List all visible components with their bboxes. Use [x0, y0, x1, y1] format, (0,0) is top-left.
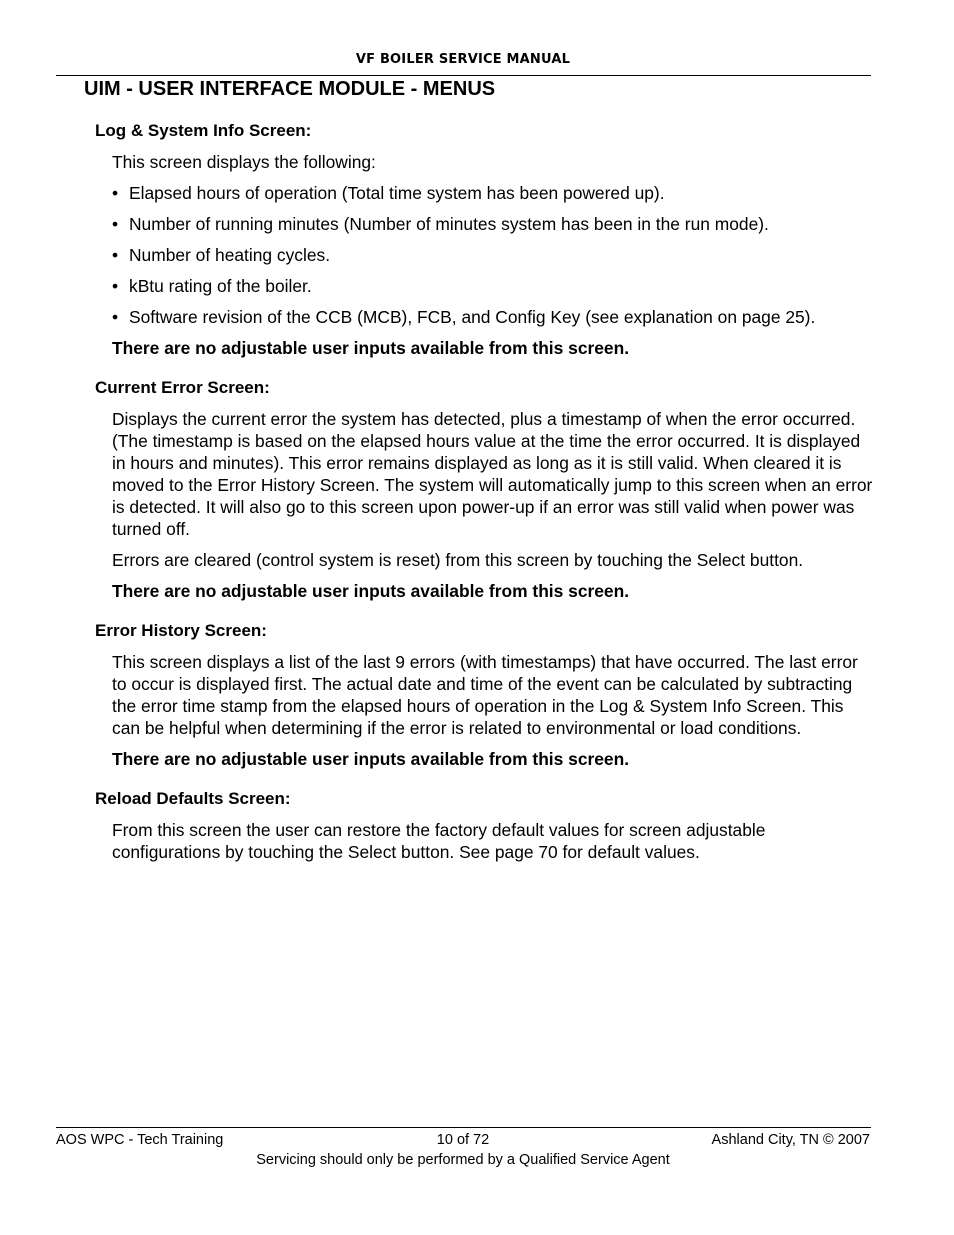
section-heading-reload-defaults: Reload Defaults Screen:: [95, 789, 291, 808]
section-reload-defaults: [112, 819, 875, 863]
section-heading-current-error: Current Error Screen:: [95, 378, 270, 397]
footer-right-text: Ashland City, TN © 2007: [711, 1132, 870, 1148]
bullet-item: [112, 182, 875, 204]
bullet-icon: •: [112, 276, 119, 296]
bullet-icon: •: [112, 214, 119, 234]
section-intro: This screen displays the following:: [112, 152, 376, 172]
bullet-item: [112, 275, 875, 297]
bullet-item: [112, 244, 875, 266]
footer-left-text: AOS WPC - Tech Training: [56, 1132, 224, 1148]
bullet-text: kBtu rating of the boiler.: [129, 276, 312, 296]
running-header: VF BOILER SERVICE MANUAL: [355, 52, 571, 67]
page-number: 10 of 72: [436, 1132, 490, 1148]
bullet-icon: •: [112, 307, 119, 327]
section-paragraph: Displays the current error the system has detected, plus a timestamp of when the error occurred. (The timestamp is based on the elapsed hours value at the time the error occurred. It is displayed in hours and minutes). This error remains displayed as long as it is still valid. When cleared it is moved to the Error History Screen. The system will automatically jump to this screen when an error is detected. It will also go to this screen upon power-up if an error was still valid when power was turned off.: [112, 409, 873, 539]
section-paragraph: Errors are cleared (control system is reset) from this screen by touching the Select button.: [112, 550, 804, 570]
footer-divider: [56, 1127, 871, 1128]
section-current-error: [112, 408, 875, 602]
no-inputs-note: There are no adjustable user inputs available from this screen.: [112, 749, 630, 769]
header-divider: [56, 75, 871, 76]
bullet-text: Elapsed hours of operation (Total time system has been powered up).: [129, 183, 665, 203]
bullet-text: Number of heating cycles.: [129, 245, 331, 265]
no-inputs-note: There are no adjustable user inputs available from this screen.: [112, 338, 630, 358]
section-error-history: [112, 651, 875, 770]
bullet-text: Software revision of the CCB (MCB), FCB, and Config Key (see explanation on page 25).: [129, 307, 816, 327]
bullet-item: [112, 213, 875, 235]
section-paragraph: From this screen the user can restore the factory default values for screen adjustable configurations by touching the Select button. See page 70 for default values.: [112, 820, 766, 862]
section-heading-log-system-info: Log & System Info Screen:: [95, 121, 312, 140]
section-log-system-info: [112, 151, 875, 359]
no-inputs-note: There are no adjustable user inputs available from this screen.: [112, 581, 630, 601]
document-body: [95, 120, 875, 863]
section-paragraph: This screen displays a list of the last 9 errors (with timestamps) that have occurred. The last error to occur is displayed first. The actual date and time of the event can be calculated by subtracting the error time stamp from the elapsed hours of operation in the Log & System Info Screen. This can be helpful when determining if the error is related to environmental or load conditions.: [112, 652, 858, 738]
bullet-item: [112, 306, 875, 328]
bullet-list: [112, 182, 875, 328]
page-title: UIM - USER INTERFACE MODULE - MENUS: [84, 78, 496, 100]
footer-service-note: Servicing should only be performed by a Qualified Service Agent: [256, 1152, 670, 1168]
bullet-icon: •: [112, 245, 119, 265]
bullet-icon: •: [112, 183, 119, 203]
bullet-text: Number of running minutes (Number of minutes system has been in the run mode).: [129, 214, 769, 234]
section-heading-error-history: Error History Screen:: [95, 621, 267, 640]
